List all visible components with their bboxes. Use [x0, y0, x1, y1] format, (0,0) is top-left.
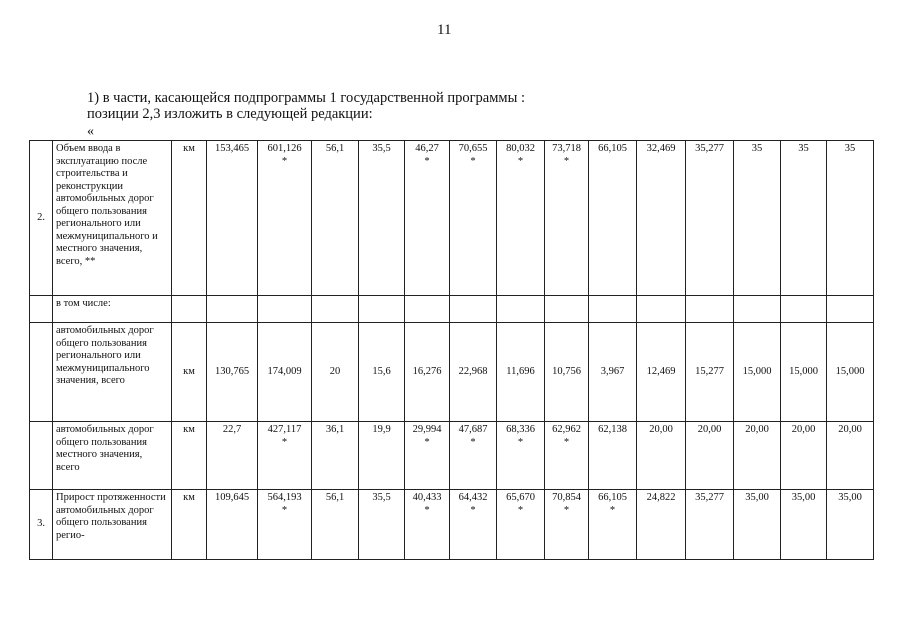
indicator-name: Объем ввода в эксплуатацию после строительства и реконструкции автомобильных дорог общего пользования регионального или межмуниципального и местного значения, всего, ** — [53, 141, 172, 296]
value-text: 35 — [798, 143, 809, 154]
value-text: 174,009 — [267, 365, 302, 377]
value-cell — [497, 296, 545, 323]
unit-cell: км — [172, 141, 207, 296]
value-cell — [686, 141, 734, 296]
value-cell — [450, 323, 497, 422]
value-text: 35,00 — [791, 492, 816, 503]
value-text: 20,00 — [791, 424, 816, 435]
footnote-mark: * — [470, 436, 476, 448]
value-cell — [734, 323, 781, 422]
value-text: 56,1 — [325, 492, 345, 503]
value-cell — [312, 490, 359, 560]
opening-quote: « — [87, 124, 94, 139]
value-text: 35 — [844, 143, 856, 154]
value-text: 46,27 — [415, 143, 439, 154]
value-text: 32,469 — [646, 143, 676, 154]
value-text: 15,000 — [835, 365, 865, 377]
value-text: 130,765 — [214, 365, 250, 377]
indicator-name: автомобильных дорог общего пользования регионального или межмуниципального значения, всего — [53, 323, 172, 422]
footnote-mark: * — [517, 504, 524, 516]
value-cell — [545, 490, 589, 560]
value-cell — [258, 422, 312, 490]
value-cell — [637, 422, 686, 490]
indicator-table — [29, 140, 874, 560]
value-text: 24,822 — [646, 492, 676, 503]
value-text: 36,1 — [325, 424, 345, 435]
value-cell — [258, 296, 312, 323]
value-cell — [405, 141, 450, 296]
value-text: 10,756 — [552, 365, 581, 377]
value-cell — [589, 422, 637, 490]
value-cell — [450, 490, 497, 560]
value-cell — [589, 141, 637, 296]
value-text: 3,967 — [600, 365, 625, 377]
value-cell — [734, 490, 781, 560]
value-text: 427,117 — [267, 424, 302, 435]
value-cell — [359, 422, 405, 490]
value-cell — [589, 490, 637, 560]
value-text: 20,00 — [649, 424, 673, 435]
value-text: 35,5 — [372, 143, 391, 154]
value-cell — [258, 490, 312, 560]
value-cell — [258, 141, 312, 296]
value-text: 35,00 — [745, 492, 769, 503]
unit-cell: км — [172, 323, 207, 422]
value-cell — [312, 422, 359, 490]
value-text: 20,00 — [838, 424, 862, 435]
value-cell — [781, 490, 827, 560]
value-text: 68,336 — [506, 424, 535, 435]
value-text: 47,687 — [458, 424, 488, 435]
page-number: 11 — [437, 22, 452, 38]
unit-cell: км — [172, 422, 207, 490]
footnote-mark: * — [281, 436, 288, 448]
value-cell — [686, 323, 734, 422]
value-cell — [207, 490, 258, 560]
value-text: 70,655 — [458, 143, 488, 154]
value-text: 35,277 — [695, 492, 724, 503]
value-cell — [207, 323, 258, 422]
value-text: 66,105 — [598, 492, 627, 503]
value-text: 22,968 — [458, 365, 488, 377]
value-cell — [359, 490, 405, 560]
value-cell — [734, 141, 781, 296]
value-cell — [207, 296, 258, 323]
value-cell — [637, 296, 686, 323]
value-text: 20 — [329, 365, 341, 377]
table-row — [30, 296, 874, 323]
value-text: 16,276 — [412, 365, 442, 377]
indicator-name: в том числе: — [53, 296, 172, 323]
value-cell — [686, 296, 734, 323]
value-cell — [781, 141, 827, 296]
table-row — [30, 490, 874, 560]
footnote-mark: * — [470, 504, 476, 516]
value-cell — [312, 141, 359, 296]
intro-text — [87, 90, 525, 122]
value-text: 601,126 — [267, 143, 302, 154]
value-text: 11,696 — [506, 365, 535, 377]
value-text: 66,105 — [598, 143, 627, 154]
value-cell — [781, 422, 827, 490]
value-cell — [359, 323, 405, 422]
value-cell — [405, 323, 450, 422]
value-text: 64,432 — [458, 492, 488, 503]
value-cell — [637, 490, 686, 560]
footnote-mark: * — [470, 155, 476, 167]
value-text: 35,5 — [372, 492, 391, 503]
row-number: 3. — [30, 490, 53, 560]
value-text: 29,994 — [412, 424, 442, 435]
value-text: 19,9 — [372, 424, 391, 435]
value-text: 20,00 — [745, 424, 769, 435]
value-cell — [545, 296, 589, 323]
value-cell — [258, 323, 312, 422]
value-cell — [405, 296, 450, 323]
value-cell — [497, 141, 545, 296]
footnote-mark: * — [424, 504, 430, 516]
value-cell — [827, 422, 874, 490]
value-cell — [450, 422, 497, 490]
row-number — [30, 323, 53, 422]
table-row — [30, 422, 874, 490]
footnote-mark: * — [424, 155, 430, 167]
value-cell — [497, 490, 545, 560]
row-number: 2. — [30, 141, 53, 296]
value-cell — [497, 422, 545, 490]
value-text: 35,277 — [695, 143, 724, 154]
value-cell — [545, 141, 589, 296]
value-cell — [450, 141, 497, 296]
value-cell — [589, 323, 637, 422]
value-cell — [734, 296, 781, 323]
value-cell — [312, 323, 359, 422]
value-text: 73,718 — [552, 143, 581, 154]
value-cell — [545, 323, 589, 422]
footnote-mark: * — [609, 504, 616, 516]
value-cell — [637, 323, 686, 422]
value-text: 80,032 — [506, 143, 535, 154]
value-cell — [589, 296, 637, 323]
value-text: 15,277 — [695, 365, 724, 377]
row-number — [30, 422, 53, 490]
value-cell — [734, 422, 781, 490]
value-cell — [827, 490, 874, 560]
value-cell — [781, 296, 827, 323]
value-cell — [827, 141, 874, 296]
intro-line-1: 1) в части, касающейся подпрограммы 1 государственной программы : — [87, 90, 525, 106]
footnote-mark: * — [424, 436, 430, 448]
footnote-mark: * — [517, 436, 524, 448]
value-cell — [686, 490, 734, 560]
value-cell — [450, 296, 497, 323]
unit-cell — [172, 296, 207, 323]
value-text: 12,469 — [646, 365, 676, 377]
value-text: 15,6 — [372, 365, 391, 377]
unit-cell: км — [172, 490, 207, 560]
value-text: 35 — [751, 143, 763, 154]
table-row — [30, 141, 874, 296]
table-row — [30, 323, 874, 422]
value-text: 564,193 — [267, 492, 302, 503]
value-cell — [405, 422, 450, 490]
value-text: 20,00 — [697, 424, 722, 435]
value-cell — [497, 323, 545, 422]
footnote-mark: * — [281, 504, 288, 516]
footnote-mark: * — [563, 504, 570, 516]
value-text: 15,000 — [742, 365, 772, 377]
value-text: 15,000 — [789, 365, 818, 377]
value-cell — [359, 141, 405, 296]
value-text: 65,670 — [506, 492, 535, 503]
intro-line-2: позиции 2,3 изложить в следующей редакции: — [87, 106, 373, 122]
value-text: 70,854 — [552, 492, 581, 503]
footnote-mark: * — [563, 436, 570, 448]
value-cell — [686, 422, 734, 490]
value-cell — [545, 422, 589, 490]
value-cell — [312, 296, 359, 323]
footnote-mark: * — [517, 155, 524, 167]
indicator-name: автомобильных дорог общего пользования местного значения, всего — [53, 422, 172, 490]
value-cell — [827, 323, 874, 422]
value-text: 35,00 — [838, 492, 862, 503]
indicator-name: Прирост протяженности автомобильных дорог общего пользования регио- — [53, 490, 172, 560]
row-number — [30, 296, 53, 323]
value-cell — [781, 323, 827, 422]
value-cell — [207, 422, 258, 490]
value-cell — [405, 490, 450, 560]
value-cell — [207, 141, 258, 296]
footnote-mark: * — [281, 155, 288, 167]
value-cell — [827, 296, 874, 323]
value-text: 62,962 — [552, 424, 581, 435]
value-cell — [637, 141, 686, 296]
value-text: 62,138 — [598, 424, 627, 435]
value-text: 153,465 — [214, 143, 250, 154]
footnote-mark: * — [563, 155, 570, 167]
value-text: 22,7 — [222, 424, 242, 435]
value-text: 56,1 — [325, 143, 345, 154]
value-text: 109,645 — [214, 492, 250, 503]
value-cell — [359, 296, 405, 323]
value-text: 40,433 — [412, 492, 442, 503]
